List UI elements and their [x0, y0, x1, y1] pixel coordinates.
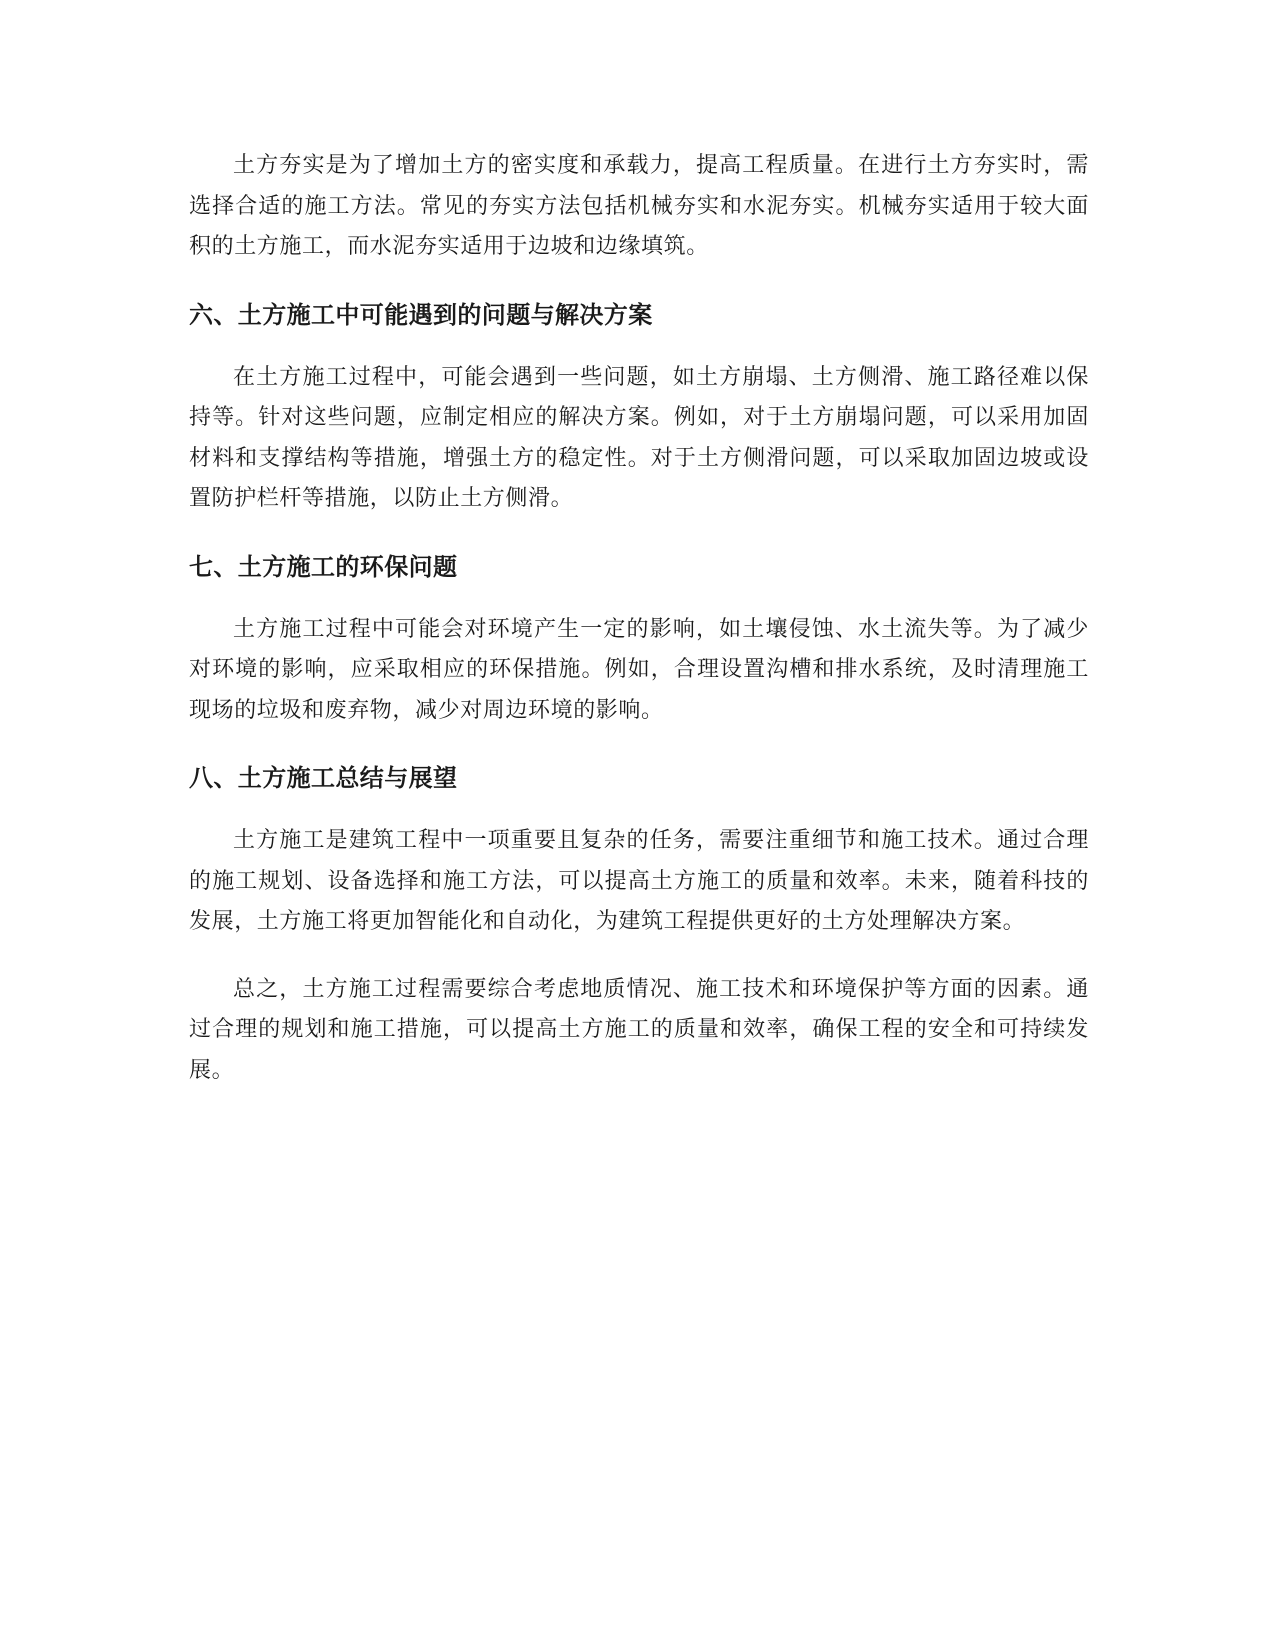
paragraph-conclusion: 总之，土方施工过程需要综合考虑地质情况、施工技术和环境保护等方面的因素。通过合理的规划和施工措施，可以提高土方施工的质量和效率，确保工程的安全和可持续发展。: [189, 976, 1089, 1083]
paragraph-compaction: 土方夯实是为了增加土方的密实度和承载力，提高工程质量。在进行土方夯实时，需选择合适的施工方法。常见的夯实方法包括机械夯实和水泥夯实。机械夯实适用于较大面积的土方施工，而水泥夯实适用于边坡和边缘填筑。: [189, 153, 1089, 259]
document-body: [189, 146, 1089, 1118]
section-heading-problems-solutions: 六、土方施工中可能遇到的问题与解决方案: [189, 300, 653, 329]
section-heading-summary-outlook: 八、土方施工总结与展望: [189, 764, 458, 792]
paragraph-summary-outlook: 土方施工是建筑工程中一项重要且复杂的任务，需要注重细节和施工技术。通过合理的施工规划、设备选择和施工方法，可以提高土方施工的质量和效率。未来，随着科技的发展，土方施工将更加智能化和自动化，为建筑工程提供更好的土方处理解决方案。: [189, 828, 1089, 934]
paragraph-environmental: 土方施工过程中可能会对环境产生一定的影响，如土壤侵蚀、水土流失等。为了减少对环境的影响，应采取相应的环保措施。例如，合理设置沟槽和排水系统，及时清理施工现场的垃圾和废弃物，减少对周边环境的影响。: [189, 616, 1089, 723]
section-heading-environmental: 七、土方施工的环保问题: [189, 552, 458, 581]
paragraph-problems-solutions: 在土方施工过程中，可能会遇到一些问题，如土方崩塌、土方侧滑、施工路径难以保持等。针对这些问题，应制定相应的解决方案。例如，对于土方崩塌问题，可以采用加固材料和支撑结构等措施，增强土方的稳定性。对于土方侧滑问题，可以采取加固边坡或设置防护栏杆等措施，以防止土方侧滑。: [189, 364, 1089, 511]
